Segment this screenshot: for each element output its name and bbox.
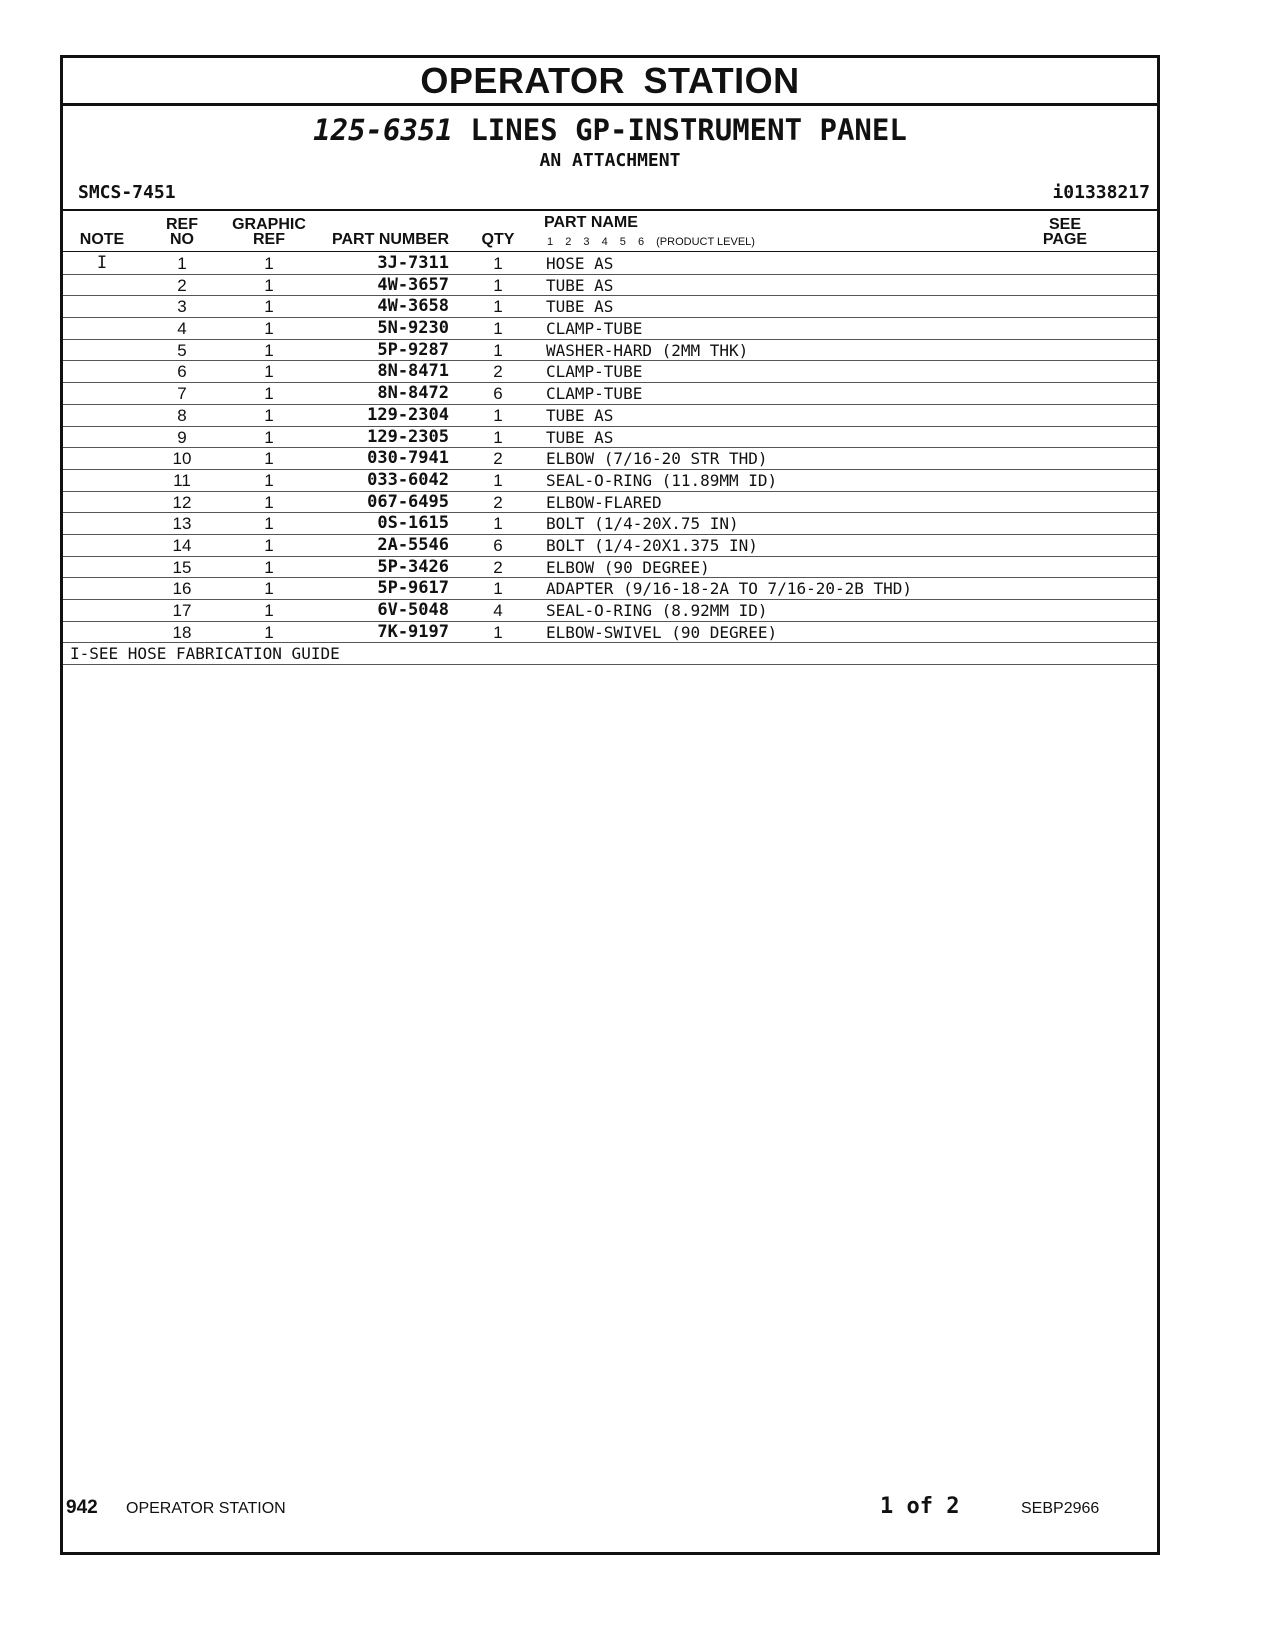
part-number-cell: 8N-8471	[377, 361, 449, 382]
product-level-1: 1	[547, 236, 554, 248]
part-name-cell: TUBE AS	[546, 427, 614, 447]
ref-no-cell: 7	[177, 384, 187, 404]
qty-cell: 1	[493, 470, 503, 490]
graphic-ref-cell: 1	[264, 579, 274, 599]
graphic-ref-cell: 1	[264, 514, 274, 534]
group-part-number: 125-6351	[313, 113, 453, 147]
part-number-cell: 5P-9617	[377, 578, 449, 599]
qty-cell: 1	[493, 340, 503, 360]
part-number-cell: 6V-5048	[377, 600, 449, 620]
product-level-4: 4	[601, 236, 608, 248]
graphic-ref-cell: 1	[264, 319, 274, 339]
graphic-ref-cell: 1	[264, 470, 274, 490]
part-number-cell: 3J-7311	[377, 253, 449, 273]
part-number-cell: 7K-9197	[377, 621, 449, 642]
part-number-cell: 5P-9287	[377, 339, 449, 360]
part-number-cell: 2A-5546	[377, 534, 449, 555]
graphic-ref-cell: 1	[264, 297, 274, 317]
graphic-ref-cell: 1	[264, 492, 274, 512]
part-number-cell: 4W-3657	[377, 274, 449, 295]
table-row	[63, 427, 1157, 449]
ref-no-cell: 6	[177, 362, 187, 382]
qty-cell: 2	[493, 449, 503, 469]
part-number-cell: 4W-3658	[377, 296, 449, 317]
part-number-cell: 033-6042	[367, 469, 449, 490]
part-name-cell: ELBOW-FLARED	[546, 492, 662, 512]
ref-no-cell: 10	[172, 449, 192, 469]
group-title	[63, 113, 1157, 147]
graphic-ref-cell: 1	[264, 362, 274, 382]
qty-cell: 1	[493, 254, 503, 273]
qty-cell: 6	[493, 535, 503, 555]
col-graphic-ref-bottom: REF	[253, 231, 285, 248]
table-row	[63, 557, 1157, 579]
qty-cell: 1	[493, 427, 503, 447]
parts-table	[63, 253, 1157, 665]
product-level-legend	[547, 236, 764, 248]
part-number-cell: 5P-3426	[377, 556, 449, 577]
col-ref-no-bottom: NO	[170, 231, 194, 248]
table-row	[63, 578, 1157, 600]
ref-no-cell: 9	[177, 427, 187, 447]
col-graphic-ref-top: GRAPHIC	[232, 216, 306, 233]
part-name-cell: ELBOW (90 DEGREE)	[546, 557, 710, 577]
qty-cell: 2	[493, 557, 503, 577]
group-name: LINES GP-INSTRUMENT PANEL	[470, 113, 907, 147]
col-see-page-bottom: PAGE	[1042, 231, 1088, 248]
part-name-cell: SEAL-O-RING (11.89MM ID)	[546, 470, 778, 490]
graphic-ref-cell: 1	[264, 622, 274, 642]
part-number-cell: 0S-1615	[377, 513, 449, 534]
ref-no-cell: 3	[177, 297, 187, 317]
col-part-name: PART NAME	[544, 214, 638, 231]
graphic-ref-cell: 1	[264, 254, 274, 273]
ref-no-cell: 4	[177, 319, 187, 339]
table-row	[63, 622, 1157, 644]
part-name-cell: TUBE AS	[546, 275, 614, 295]
graphic-ref-cell: 1	[264, 384, 274, 404]
ref-no-cell: 11	[173, 470, 191, 490]
col-qty: QTY	[481, 231, 515, 248]
graphic-ref-cell: 1	[264, 535, 274, 555]
qty-cell: 1	[493, 579, 503, 599]
product-level-2: 2	[565, 236, 572, 248]
table-row	[63, 318, 1157, 340]
smcs-code: SMCS-7451	[78, 182, 176, 203]
graphic-ref-cell: 1	[264, 427, 274, 447]
table-row	[63, 448, 1157, 470]
product-level-6: 6	[637, 236, 645, 248]
col-ref-no-top: REF	[166, 216, 198, 233]
qty-cell: 6	[493, 384, 503, 404]
table-row	[63, 535, 1157, 557]
qty-cell: 4	[493, 601, 503, 620]
ref-no-cell: 15	[172, 557, 192, 577]
qty-cell: 1	[493, 622, 503, 642]
part-name-cell: ADAPTER (9/16-18-2A TO 7/16-20-2B THD)	[546, 579, 913, 599]
ref-no-cell: 17	[172, 601, 192, 620]
header-top-rule	[63, 209, 1157, 211]
part-number-cell: 8N-8472	[377, 383, 449, 404]
table-row	[63, 340, 1157, 362]
ref-no-cell: 18	[172, 622, 192, 642]
product-level-label: (PRODUCT LEVEL)	[656, 236, 755, 248]
table-row	[63, 600, 1157, 622]
ref-no-cell: 1	[177, 254, 187, 273]
part-number-cell: 129-2304	[367, 404, 449, 425]
part-number-cell: 129-2305	[367, 426, 449, 447]
part-name-cell: WASHER-HARD (2MM THK)	[546, 340, 749, 360]
col-part-number: PART NUMBER	[332, 231, 450, 248]
ref-no-cell: 16	[172, 579, 192, 599]
qty-cell: 1	[493, 514, 503, 534]
graphic-ref-cell: 1	[264, 601, 274, 620]
table-row	[63, 383, 1157, 405]
ref-no-cell: 5	[177, 340, 187, 360]
part-name-cell: CLAMP-TUBE	[546, 362, 643, 382]
ref-no-cell: 12	[172, 492, 192, 512]
part-name-cell: ELBOW (7/16-20 STR THD)	[546, 449, 768, 469]
qty-cell: 1	[493, 275, 503, 295]
part-name-cell: BOLT (1/4-20X1.375 IN)	[546, 535, 758, 555]
qty-cell: 1	[493, 297, 503, 317]
part-name-cell: HOSE AS	[546, 254, 614, 273]
graphic-ref-cell: 1	[264, 449, 274, 469]
footer-section: OPERATOR STATION	[126, 1500, 286, 1517]
qty-cell: 2	[493, 362, 503, 382]
part-number-cell: 067-6495	[367, 491, 449, 512]
header-bottom-rule	[63, 251, 1157, 252]
table-row	[63, 492, 1157, 514]
table-row	[63, 513, 1157, 535]
footnote: I-SEE HOSE FABRICATION GUIDE	[63, 643, 1157, 665]
part-name-cell: TUBE AS	[546, 297, 614, 317]
ref-no-cell: 8	[177, 405, 187, 425]
product-level-5: 5	[619, 236, 626, 248]
qty-cell: 2	[493, 492, 503, 512]
table-row	[63, 275, 1157, 297]
qty-cell: 1	[493, 405, 503, 425]
group-subtitle: AN ATTACHMENT	[539, 150, 681, 171]
graphic-ref-cell: 1	[264, 557, 274, 577]
parts-list-frame	[60, 55, 1160, 1555]
part-name-cell: BOLT (1/4-20X.75 IN)	[546, 514, 739, 534]
footer-doc-number: SEBP2966	[1021, 1500, 1100, 1517]
table-row	[63, 405, 1157, 427]
part-name-cell: CLAMP-TUBE	[546, 384, 643, 404]
part-name-cell: SEAL-O-RING (8.92MM ID)	[546, 601, 768, 620]
illustration-id: i01338217	[1052, 182, 1150, 203]
ref-no-cell: 2	[177, 275, 187, 295]
qty-cell: 1	[493, 319, 503, 339]
table-row	[63, 253, 1157, 275]
table-row	[63, 296, 1157, 318]
col-see-page-top: SEE	[1048, 216, 1081, 233]
part-number-cell: 030-7941	[367, 448, 449, 469]
ref-no-cell: 13	[172, 514, 192, 534]
graphic-ref-cell: 1	[264, 275, 274, 295]
part-name-cell: CLAMP-TUBE	[546, 319, 643, 339]
product-level-3: 3	[583, 236, 590, 248]
footer-page-count: 1 of 2	[880, 1494, 960, 1519]
table-row	[63, 361, 1157, 383]
graphic-ref-cell: 1	[264, 340, 274, 360]
section-title: OPERATOR STATION	[63, 58, 1157, 106]
part-number-cell: 5N-9230	[377, 318, 449, 339]
col-note: NOTE	[79, 231, 125, 248]
part-name-cell: TUBE AS	[546, 405, 614, 425]
graphic-ref-cell: 1	[264, 405, 274, 425]
note-cell: I	[96, 253, 108, 273]
footer-page-number: 942	[66, 1497, 98, 1518]
part-name-cell: ELBOW-SWIVEL (90 DEGREE)	[546, 622, 778, 642]
ref-no-cell: 14	[172, 535, 192, 555]
table-row	[63, 470, 1157, 492]
